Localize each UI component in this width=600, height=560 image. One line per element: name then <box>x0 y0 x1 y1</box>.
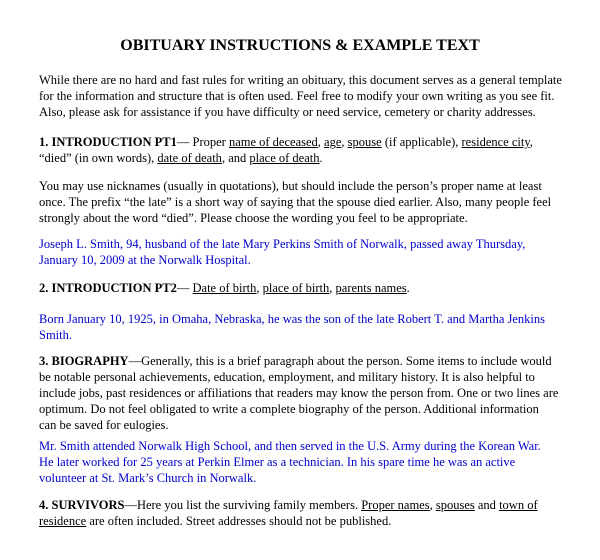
section-heading: 2. INTRODUCTION PT2 <box>39 281 177 295</box>
field-age: age <box>324 135 342 149</box>
intro-paragraph <box>39 72 571 120</box>
page-title: OBITUARY INSTRUCTIONS & EXAMPLE TEXT <box>120 37 480 54</box>
intro-line: Also, please ask for assistance if you have difficulty or need service, cemetery or charity addresses. <box>39 105 536 119</box>
field-spouse: spouse <box>347 135 382 149</box>
field-proper-names: Proper names <box>361 498 430 512</box>
field-town-of: town of <box>499 498 538 512</box>
field-place-of-birth: place of birth <box>262 281 330 295</box>
intro-line: While there are no hard and fast rules for writing an obituary, this document serves as a general template <box>39 73 562 87</box>
field-parents-names: parents names <box>335 281 407 295</box>
section3-example: Mr. Smith attended Norwalk High School, and then served in the U.S. Army during the Korean War. He later worked for 25 years at Perkin Elmer as a technician. In his spare time he was an active volunteer at St. Mark’s Church in Norwalk. <box>39 439 541 485</box>
field-date-of-death: date of death <box>157 151 222 165</box>
section-heading-line: 1. INTRODUCTION PT1— Proper name of deceased, age, spouse (if applicable), residence city, <box>39 135 533 149</box>
section-survivors: 4. SURVIVORS—Here you list the surviving family members. Proper names, spouses and town of residence are often included. Street addresses should not be published. <box>39 498 538 528</box>
section-biography: 3. BIOGRAPHY—Generally, this is a brief paragraph about the person. Some items to include would be notable personal achievements, education, employment, and military history. It is also helpful to include jobs, past residences or affiliations that readers may know the person from. One or two lines are optimum. Do not feel obligated to write a complete biography of the person. Additional information can be saved for eulogies. <box>39 354 559 432</box>
section-introduction-pt1 <box>39 134 571 166</box>
field-date-of-birth: Date of birth <box>192 281 257 295</box>
section-heading: 4. SURVIVORS <box>39 498 125 512</box>
section-heading-line: “died” (in own words), date of death, and place of death. <box>39 151 323 165</box>
section1-example: Joseph L. Smith, 94, husband of the late Mary Perkins Smith of Norwalk, passed away Thursday, January 10, 2009 at the Norwalk Hospital. <box>39 237 526 267</box>
field-name-of-deceased: name of deceased <box>228 135 318 149</box>
field-place-of-death: place of death <box>249 151 320 165</box>
field-residence-city: residence city <box>461 135 530 149</box>
intro-line: for the information and structure that is often used. Feel free to modify your own writing as you see fit. <box>39 89 555 103</box>
section-heading: 3. BIOGRAPHY <box>39 354 129 368</box>
section2-example: Born January 10, 1925, in Omaha, Nebraska, he was the son of the late Robert T. and Martha Jenkins Smith. <box>39 312 546 342</box>
field-spouses: spouses <box>435 498 475 512</box>
field-residence: residence <box>39 514 87 528</box>
section-introduction-pt2: 2. INTRODUCTION PT2— Date of birth, place of birth, parents names. <box>39 281 410 295</box>
section-heading: 1. INTRODUCTION PT1 <box>39 135 177 149</box>
section1-note: You may use nicknames (usually in quotations), but should include the person’s proper name at least once. The prefix “the late” is a short way of saying that the spouse died earlier. Also, many people feel strongly about the word “died”. Please choose the wording you feel to be appropriate. <box>39 179 552 225</box>
